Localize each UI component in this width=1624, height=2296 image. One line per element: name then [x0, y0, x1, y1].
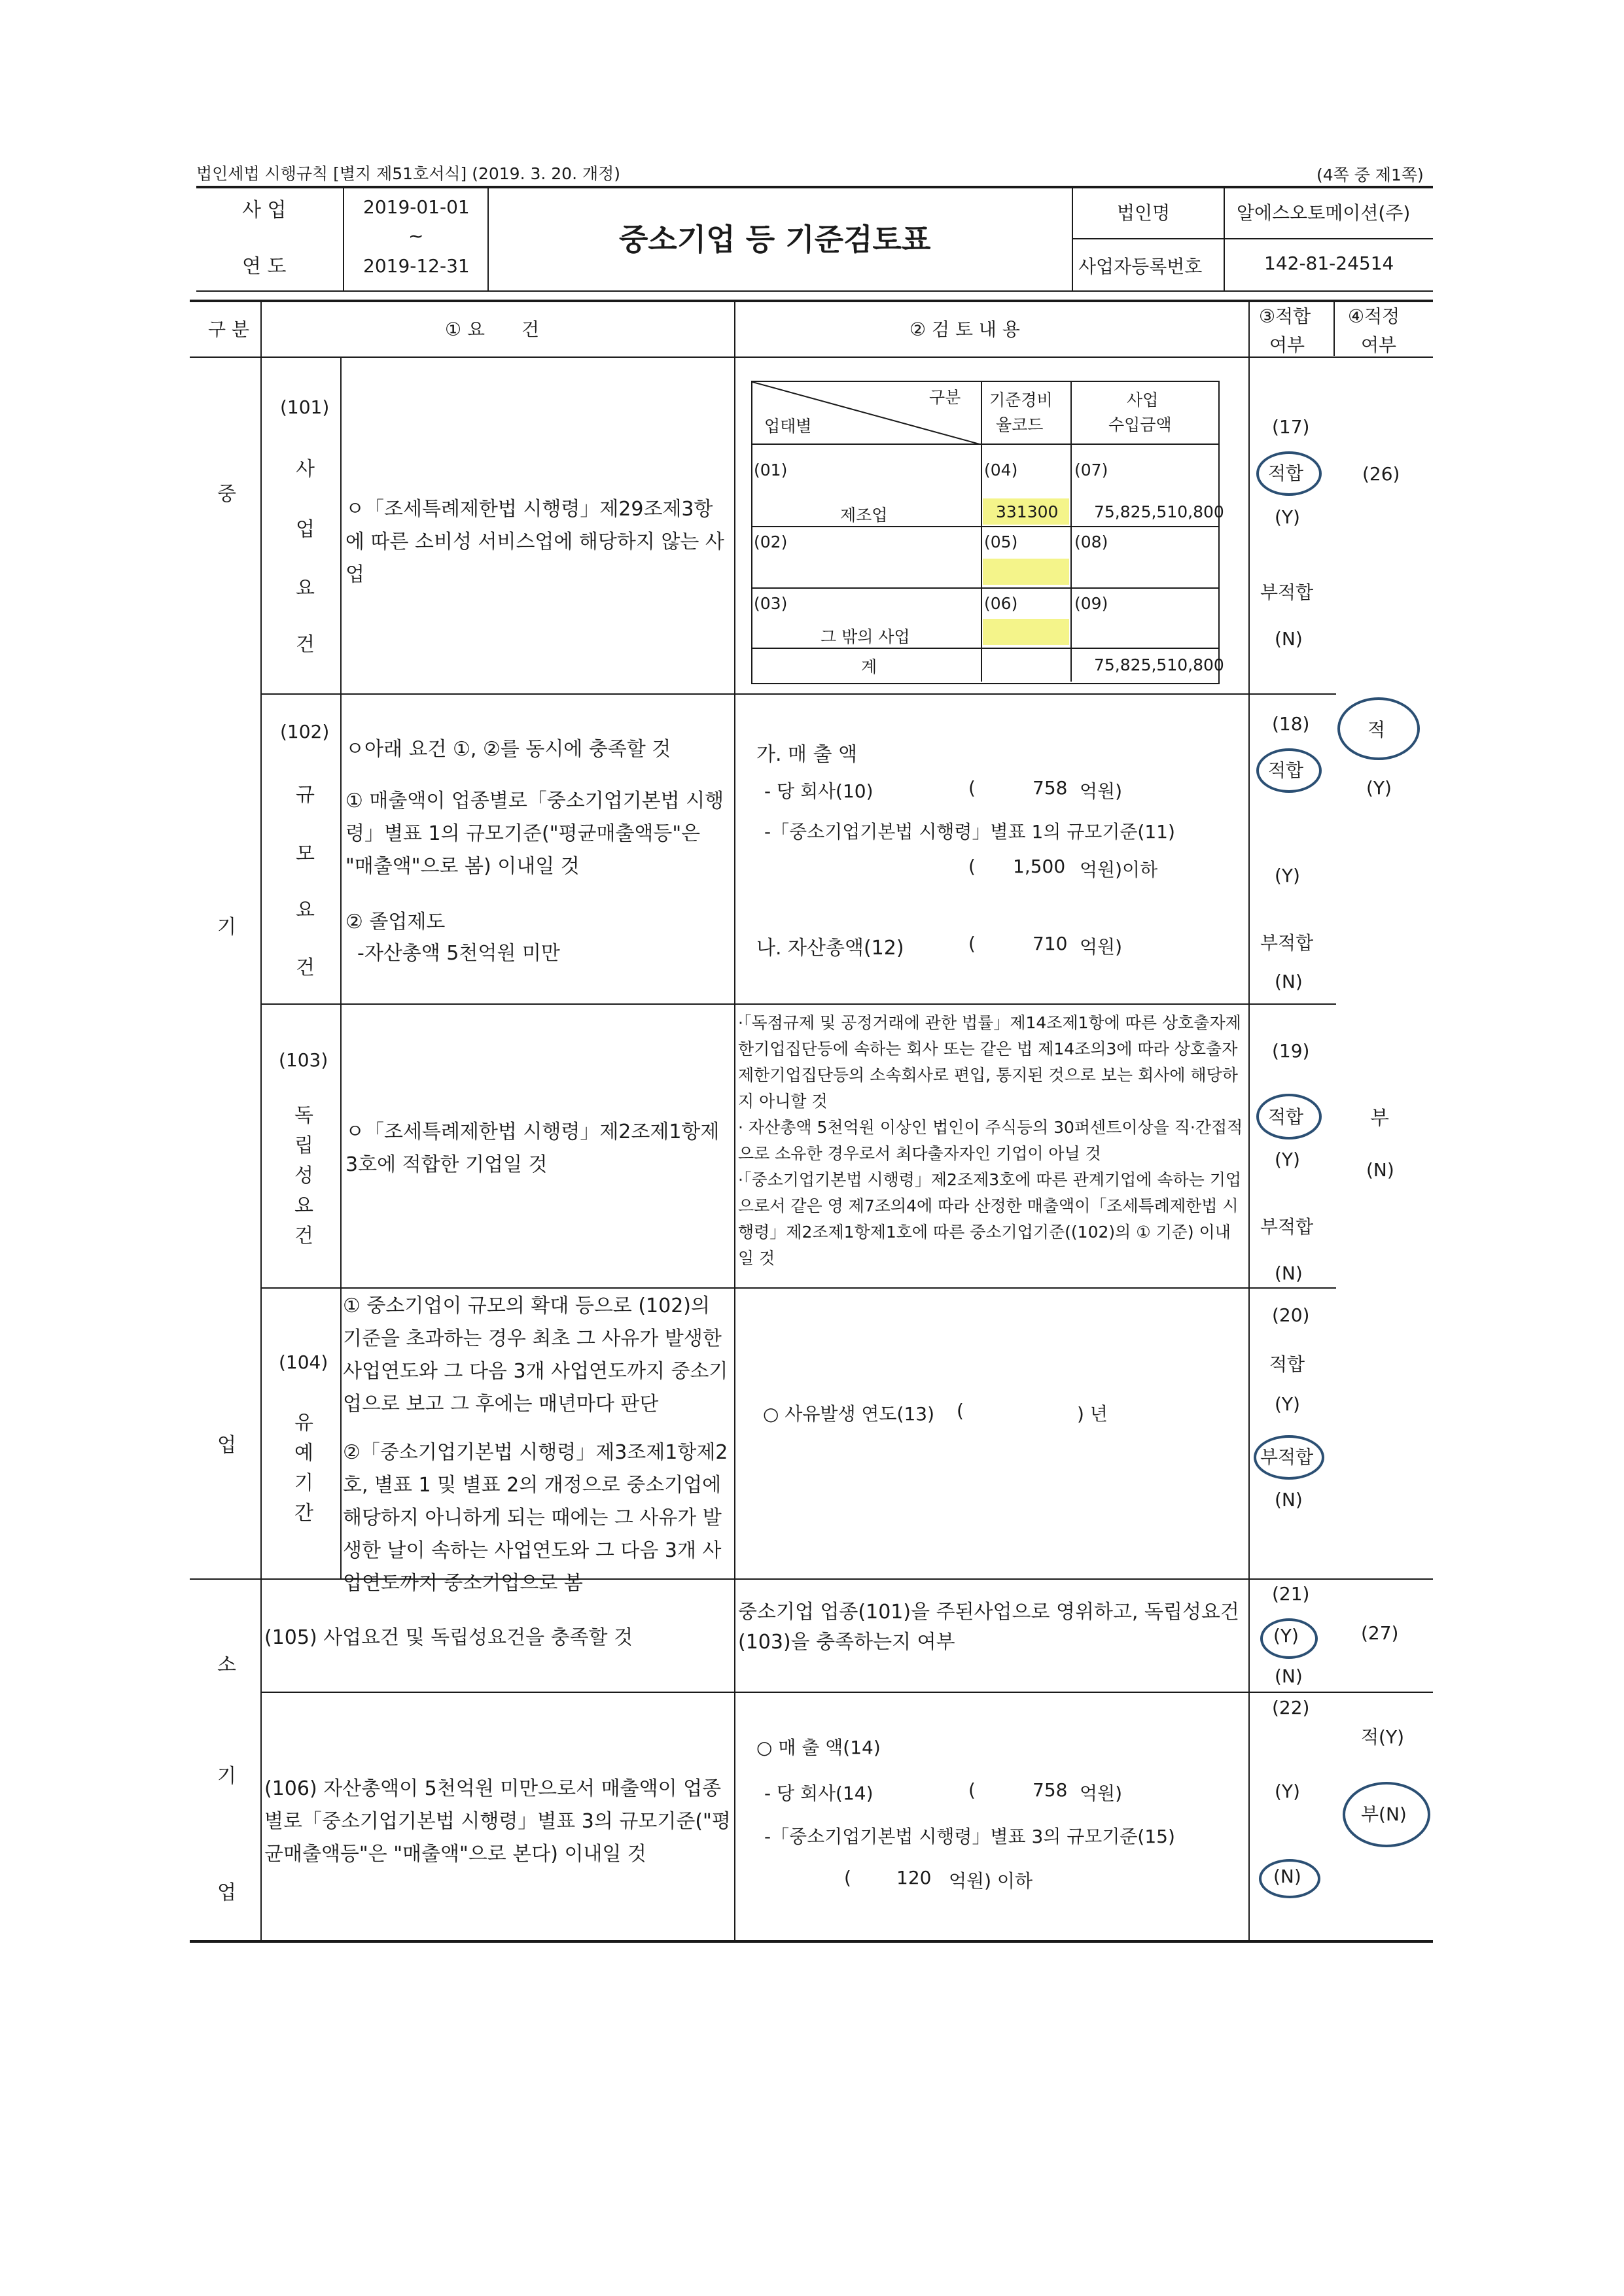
row104-fit-no: 부적합 [1260, 1446, 1314, 1468]
table-header-code-2: 율코드 [996, 415, 1044, 434]
divider [260, 300, 262, 1940]
row102-fit-code: (18) [1272, 713, 1310, 735]
row102-req-intro: ㅇ아래 요건 ①, ②를 동시에 충족할 것 [345, 738, 671, 761]
row106-rev-2-label: -「중소기업기본법 시행령」별표 3의 규모기준(15) [764, 1826, 1175, 1847]
table-r3-name: 그 밖의 사업 [821, 627, 910, 646]
col-category: 구 분 [208, 319, 249, 340]
col-requirement: ① 요 건 [445, 319, 540, 340]
row102-rev-b-open: ( [968, 933, 976, 954]
row102-name-char: 규 [296, 784, 315, 807]
row103-code: (103) [279, 1049, 328, 1071]
row104-name-char: 간 [294, 1502, 313, 1525]
column-header-bottom [190, 357, 1433, 358]
row103-fit-code: (19) [1272, 1040, 1310, 1062]
divider [487, 186, 489, 290]
corp-name: 알에스오토메이션(주) [1237, 202, 1411, 224]
biz-no-label: 사업자등록번호 [1078, 256, 1203, 277]
row101-final-code: (26) [1362, 463, 1400, 485]
table-r3-no: (03) [754, 594, 788, 613]
page-title: 중소기업 등 기준검토표 [619, 222, 931, 257]
period-label-bottom: 연 도 [242, 255, 287, 278]
row102-final-y: (Y) [1366, 777, 1392, 799]
table-r3-amt-no: (09) [1074, 594, 1108, 613]
table-r1-name: 제조업 [840, 506, 888, 525]
period-start: 2019-01-01 [363, 196, 470, 218]
table-r2-code-no: (05) [984, 532, 1018, 551]
col-fit-line1: ③적합 [1259, 305, 1311, 327]
row105-fit-n: (N) [1275, 1665, 1303, 1687]
period-end: 2019-12-31 [363, 255, 470, 277]
side-label-small-2: 기 [217, 1765, 236, 1788]
column-header-top [190, 300, 1433, 302]
row106-rev-2-unit: 억원) 이하 [949, 1870, 1033, 1892]
row102-rev-a2-value: 1,500 [1013, 856, 1066, 877]
row106-rev-title: ○ 매 출 액(14) [756, 1737, 881, 1758]
table-header-industry: 업태별 [764, 417, 812, 436]
side-label-sme-1: 중 [217, 483, 236, 506]
divider [981, 381, 982, 682]
row102-rev-a2-open: ( [968, 856, 976, 877]
divider [343, 186, 344, 290]
highlight [983, 619, 1069, 645]
row103-name-char: 독 [294, 1104, 313, 1127]
row101-name-char: 요 [296, 577, 315, 600]
row104-name-char: 예 [294, 1442, 313, 1465]
row102-rev-a2-label: -「중소기업기본법 시행령」별표 1의 규모기준(11) [764, 821, 1175, 843]
row104-fit-y: (Y) [1275, 1393, 1300, 1415]
row106-rev-1-unit: 억원) [1080, 1783, 1123, 1804]
row101-fit-yes: 적합 [1268, 462, 1304, 484]
row105-final-code: (27) [1361, 1622, 1399, 1644]
row102-fit-y: (Y) [1275, 865, 1300, 886]
title-top-border [196, 186, 1433, 188]
row105-fit-y: (Y) [1273, 1625, 1299, 1646]
divider [1070, 381, 1072, 682]
divider [1333, 300, 1335, 356]
row102-rev-a: 가. 매 출 액 [756, 743, 858, 766]
biz-no: 142-81-24514 [1264, 252, 1394, 274]
row103-review-2: · 자산총액 5천억원 이상인 법인이 주식등의 30퍼센트이상을 직·간접적으로 소유한 경우로서 최다출자자인 기업이 아닐 것 [738, 1118, 1243, 1163]
row106-final-no: 부(N) [1361, 1803, 1407, 1825]
row105-fit-code: (21) [1272, 1583, 1310, 1605]
row102-rev-a2-unit: 억원)이하 [1080, 859, 1158, 880]
row106-rev-1-label: - 당 회사(14) [764, 1783, 874, 1804]
row102-rev-b-value: 710 [1033, 933, 1068, 954]
table-r2-no: (02) [754, 532, 788, 551]
row102-rev-a1-unit: 억원) [1080, 780, 1123, 802]
row103-name-char: 립 [294, 1134, 313, 1157]
row106-requirement: (106) 자산총액이 5천억원 미만으로서 매출액이 업종별로「중소기업기본법 시행령」별표 3의 규모기준("평균매출액등"은 "매출액"으로 본다) 이내일 것 [264, 1777, 731, 1866]
row106-final-yes: 적(Y) [1361, 1726, 1404, 1748]
row106-rev-1-open: ( [968, 1779, 976, 1801]
row101-name-char: 사 [296, 458, 315, 481]
row102-rev-a1-value: 758 [1033, 777, 1068, 799]
col-final-line2: 여부 [1361, 334, 1397, 356]
row102-rev-b-label: 나. 자산총액(12) [756, 937, 904, 960]
table-r1-amount: 75,825,510,800 [1094, 502, 1224, 521]
table-r1-code-no: (04) [984, 461, 1018, 479]
table-header-amount-2: 수입금액 [1108, 415, 1172, 434]
col-fit-line2: 여부 [1269, 334, 1305, 356]
table-r1-code: 331300 [996, 502, 1059, 521]
page-label: (4쪽 중 제1쪽) [1316, 165, 1424, 184]
row106-rev-2-value: 120 [896, 1867, 932, 1888]
row103-final-n: (N) [1366, 1159, 1394, 1181]
row101-fit-y: (Y) [1275, 506, 1300, 528]
divider [1072, 238, 1433, 239]
row106-rev-1-value: 758 [1033, 1779, 1068, 1801]
row102-rev-a1-label: - 당 회사(10) [764, 780, 874, 802]
side-label-sme-2: 기 [217, 916, 236, 939]
row102-name-char: 건 [296, 956, 315, 979]
row101-fit-code: (17) [1272, 416, 1310, 438]
row101-code: (101) [280, 396, 330, 418]
row104-name-char: 유 [294, 1412, 313, 1435]
table-r3-code-no: (06) [984, 594, 1018, 613]
row104-review-open: ( [957, 1400, 964, 1421]
divider [260, 1692, 1433, 1693]
row104-review: ○ 사유발생 연도(13) [763, 1403, 934, 1425]
row103-fit-no: 부적합 [1260, 1216, 1314, 1238]
row102-fit-n: (N) [1275, 971, 1303, 992]
row104-req-2: ②「중소기업기본법 시행령」제3조제1항제2호, 별표 1 및 별표 2의 개정으로 중소기업에 해당하지 아니하게 되는 때에는 그 사유가 발생한 날이 속하는 사업연도와 그 다음 3개 사업연도까지 중소기업으로 봄 [343, 1441, 728, 1595]
row104-fit-n: (N) [1275, 1489, 1303, 1510]
row102-code: (102) [280, 721, 330, 742]
divider [260, 1003, 1336, 1005]
divider [260, 693, 1336, 695]
row105-review: 중소기업 업종(101)을 주된사업으로 영위하고, 독립성요건(103)을 충족하는지 여부 [738, 1601, 1239, 1654]
row105-requirement: (105) 사업요건 및 독립성요건을 충족할 것 [264, 1626, 633, 1649]
table-r2-amt-no: (08) [1074, 532, 1108, 551]
highlight [983, 559, 1069, 585]
row103-name-char: 건 [294, 1225, 313, 1247]
row102-name-char: 모 [296, 843, 315, 865]
row106-fit-n: (N) [1273, 1866, 1301, 1887]
row102-req-1: ① 매출액이 업종별로「중소기업기본법 시행령」별표 1의 규모기준("평균매출액등"은 "매출액"으로 봄) 이내일 것 [345, 790, 724, 878]
period-label-top: 사 업 [242, 199, 287, 222]
row102-rev-b-unit: 억원) [1080, 936, 1123, 958]
row104-name-char: 기 [294, 1472, 313, 1495]
row101-fit-n: (N) [1275, 628, 1303, 650]
divider [751, 648, 1218, 649]
divider [734, 300, 735, 1940]
row103-fit-yes: 적합 [1268, 1106, 1304, 1128]
divider [751, 444, 1218, 445]
row103-review-3: ·「중소기업기본법 시행령」제2조제3호에 따른 관계기업에 속하는 기업으로서 같은 영 제7조의4에 따라 산정한 매출액이「조세특례제한법 시행령」제2조제1항제1호에 따른 중소기업기준((102)의 ① 기준) 이내일 것 [738, 1170, 1242, 1268]
row101-name-char: 건 [296, 633, 315, 656]
row104-req-1: ① 중소기업이 규모의 확대 등으로 (102)의 기준을 초과하는 경우 최초 그 사유가 발생한 사업연도와 그 다음 3개 사업연도까지 중소기업으로 보고 그 후에는 매년마다 판단 [343, 1295, 728, 1416]
side-label-sme-3: 업 [217, 1434, 236, 1457]
row102-rev-a1-open: ( [968, 777, 976, 799]
row103-name-char: 요 [294, 1194, 313, 1217]
row104-fit-code: (20) [1272, 1304, 1310, 1326]
row101-requirement: ㅇ「조세특례제한법 시행령」제29조제3항에 따른 소비성 서비스업에 해당하지 않는 사업 [345, 498, 724, 586]
row103-requirement: ㅇ「조세특례제한법 시행령」제2조제1항제3호에 적합한 기업일 것 [345, 1121, 720, 1176]
table-r1-amt-no: (07) [1074, 461, 1108, 479]
period-sep: ~ [408, 225, 424, 247]
col-final-line1: ④적정 [1348, 305, 1400, 327]
row103-final-no: 부 [1370, 1107, 1389, 1130]
form-label: 법인세법 시행규칙 [별지 제51호서식] (2019. 3. 20. 개정) [196, 164, 621, 183]
row102-req-2b: -자산총액 5천억원 미만 [357, 942, 560, 965]
row102-fit-yes: 적합 [1268, 759, 1304, 781]
divider [196, 290, 1433, 292]
row102-final-yes: 적 [1368, 719, 1386, 740]
row104-review-close: ) 년 [1077, 1403, 1108, 1425]
row103-fit-y: (Y) [1275, 1149, 1300, 1170]
row103-fit-n: (N) [1275, 1262, 1303, 1284]
row103-name-char: 성 [294, 1164, 313, 1187]
table-header-kind: 구분 [929, 388, 961, 407]
row102-fit-no: 부적합 [1260, 932, 1314, 954]
table-total-amount: 75,825,510,800 [1094, 655, 1224, 674]
row102-req-2: ② 졸업제도 [345, 911, 446, 933]
table-header-amount-1: 사업 [1127, 391, 1159, 409]
row106-fit-code: (22) [1272, 1697, 1310, 1718]
divider [751, 587, 1218, 589]
row106-rev-2-open: ( [844, 1867, 851, 1888]
table-r1-no: (01) [754, 461, 788, 479]
row102-name-char: 요 [296, 899, 315, 922]
row101-fit-no: 부적합 [1260, 582, 1314, 603]
table-total-label: 계 [861, 657, 877, 676]
side-label-small-1: 소 [217, 1654, 236, 1677]
row101-name-char: 업 [296, 518, 315, 541]
table-header-code-1: 기준경비 [989, 391, 1053, 409]
row103-review-1: ·「독점규제 및 공정거래에 관한 법률」제14조제1항에 따른 상호출자제한기업집단등에 속하는 회사 또는 같은 법 제14조의3에 따라 상호출자제한기업집단등의 소속회사로 편입, 통지된 것으로 보는 회사에 해당하지 아니할 것 [738, 1013, 1241, 1111]
side-label-small-3: 업 [217, 1881, 236, 1904]
row106-fit-y: (Y) [1275, 1781, 1300, 1802]
table-bottom-border [190, 1940, 1433, 1943]
divider [751, 526, 1218, 527]
divider [340, 357, 342, 1578]
divider [1248, 300, 1250, 1940]
col-review: ② 검 토 내 용 [909, 319, 1020, 340]
corp-name-label: 법인명 [1117, 202, 1171, 224]
row104-fit-yes: 적합 [1269, 1353, 1305, 1375]
row104-code: (104) [279, 1351, 328, 1373]
divider [260, 1287, 1336, 1289]
